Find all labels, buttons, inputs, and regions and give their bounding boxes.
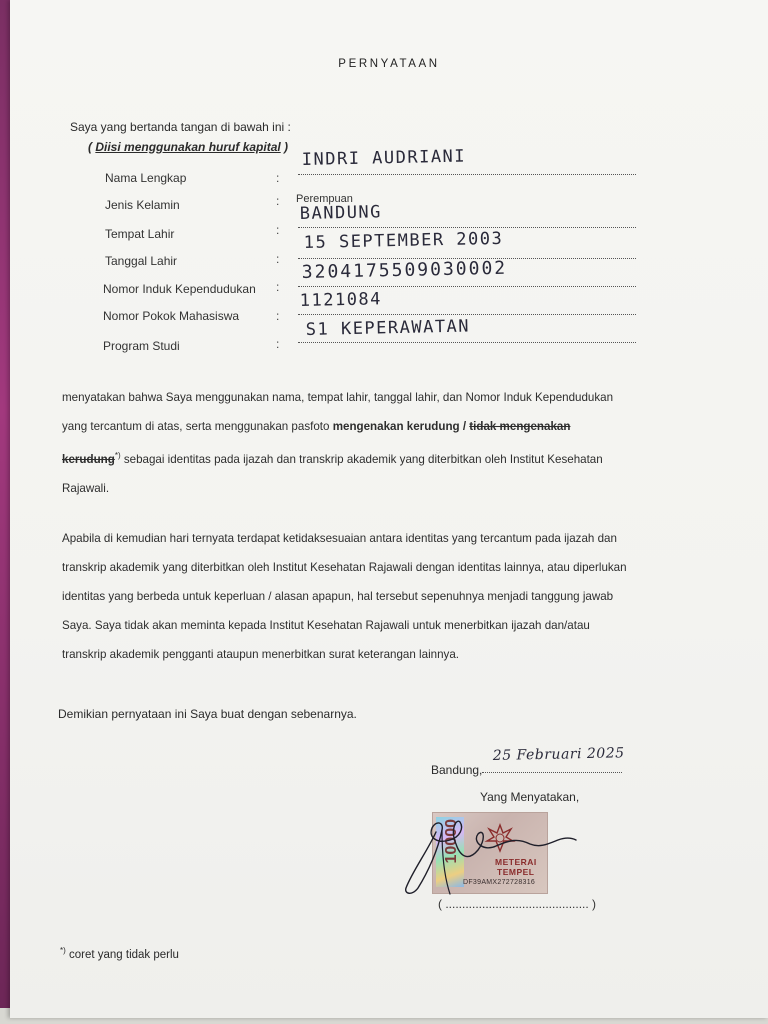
stamp-value: 10000 — [443, 819, 460, 864]
signer-title: Yang Menyatakan, — [480, 790, 580, 804]
field-colon: : — [276, 309, 280, 323]
document-title: PERNYATAAN — [338, 58, 440, 70]
stamp-serial-number: DF39AMX272728316 — [463, 879, 536, 886]
stamp-text-tempel: TEMPEL — [497, 867, 535, 877]
field-value-birthdate: 15 SEPTEMBER 2003 — [303, 228, 504, 253]
field-label-full-name: Nama Lengkap — [105, 171, 187, 185]
field-value-gender: Perempuan — [296, 193, 353, 205]
field-value-study-program: S1 KEPERAWATAN — [305, 316, 471, 340]
fill-line — [298, 227, 636, 228]
fill-line — [298, 314, 636, 315]
field-label-birthdate: Tanggal Lahir — [105, 254, 178, 268]
place-label: Bandung, — [431, 763, 483, 777]
field-colon: : — [276, 280, 280, 294]
option-with-headscarf: mengenakan kerudung — [332, 420, 460, 433]
field-label-birthplace: Tempat Lahir — [105, 227, 175, 241]
field-colon: : — [276, 223, 280, 237]
handwritten-signature — [398, 810, 588, 900]
closing-statement: Demikian pernyataan ini Saya buat dengan sebenarnya. — [58, 707, 357, 721]
signer-name-placeholder: ( ........................................... ) — [438, 897, 597, 911]
capital-letters-note-text: Diisi menggunakan huruf kapital — [95, 140, 281, 154]
field-colon: : — [276, 337, 280, 351]
fill-line — [298, 174, 636, 175]
field-label-nik: Nomor Induk Kependudukan — [103, 282, 256, 296]
field-value-nik: 3204175509030002 — [301, 257, 508, 283]
date-handwritten: 25 Februari 2025 — [492, 745, 625, 764]
field-value-full-name: INDRI AUDRIANI — [301, 146, 467, 170]
fill-line — [298, 342, 636, 343]
statement-paragraph: menyatakan bahwa Saya menggunakan nama, tempat lahir, tanggal lahir, dan Nomor Induk Kependudukan yang tercantum di atas, serta menggunakan pasfoto mengenakan kerudung / tidak mengenakan kerudung*) sebagai identitas pada ijazah dan transkrip akademik yang diterbitkan oleh Institut Kesehatan Rajawali. — [62, 391, 614, 495]
field-colon: : — [276, 252, 280, 266]
footnote-marker: *) — [114, 451, 121, 460]
field-colon: : — [276, 171, 280, 185]
field-colon: : — [276, 194, 280, 208]
consequence-paragraph: Apabila di kemudian hari ternyata terdapat ketidaksesuaian antara identitas yang tercantum pada ijazah dan transkrip akademik yang diterbitkan oleh Institut Kesehatan Rajawali dengan identitas lainnya, atau diperlukan identitas yang berbeda untuk keperluan / alasan apapun, hal tersebut sepenuhnya menjadi tanggung jawab Saya. Saya tidak akan meminta kepada Institut Kesehatan Rajawali untuk menerbitkan ijazah dan/atau transkrip akademik pengganti ataupun menerbitkan surat keterangan lainnya. — [62, 532, 627, 661]
capital-letters-note: ( Diisi menggunakan huruf kapital ) — [88, 140, 289, 154]
stamp-text-meterai: METERAI — [495, 857, 537, 867]
fill-line — [298, 286, 636, 287]
option-without-headscarf-struck: tidak mengenakan — [469, 420, 571, 433]
field-label-study-program: Program Studi — [103, 339, 180, 353]
field-value-npm: 1121084 — [299, 289, 383, 311]
intro-text: Saya yang bertanda tangan di bawah ini : — [70, 120, 291, 134]
footnote: *) coret yang tidak perlu — [60, 946, 179, 961]
document-page — [10, 0, 768, 1018]
field-label-npm: Nomor Pokok Mahasiswa — [103, 309, 240, 323]
date-fill-line — [482, 772, 622, 773]
field-label-gender: Jenis Kelamin — [105, 198, 180, 212]
field-value-birthplace: BANDUNG — [299, 202, 383, 224]
